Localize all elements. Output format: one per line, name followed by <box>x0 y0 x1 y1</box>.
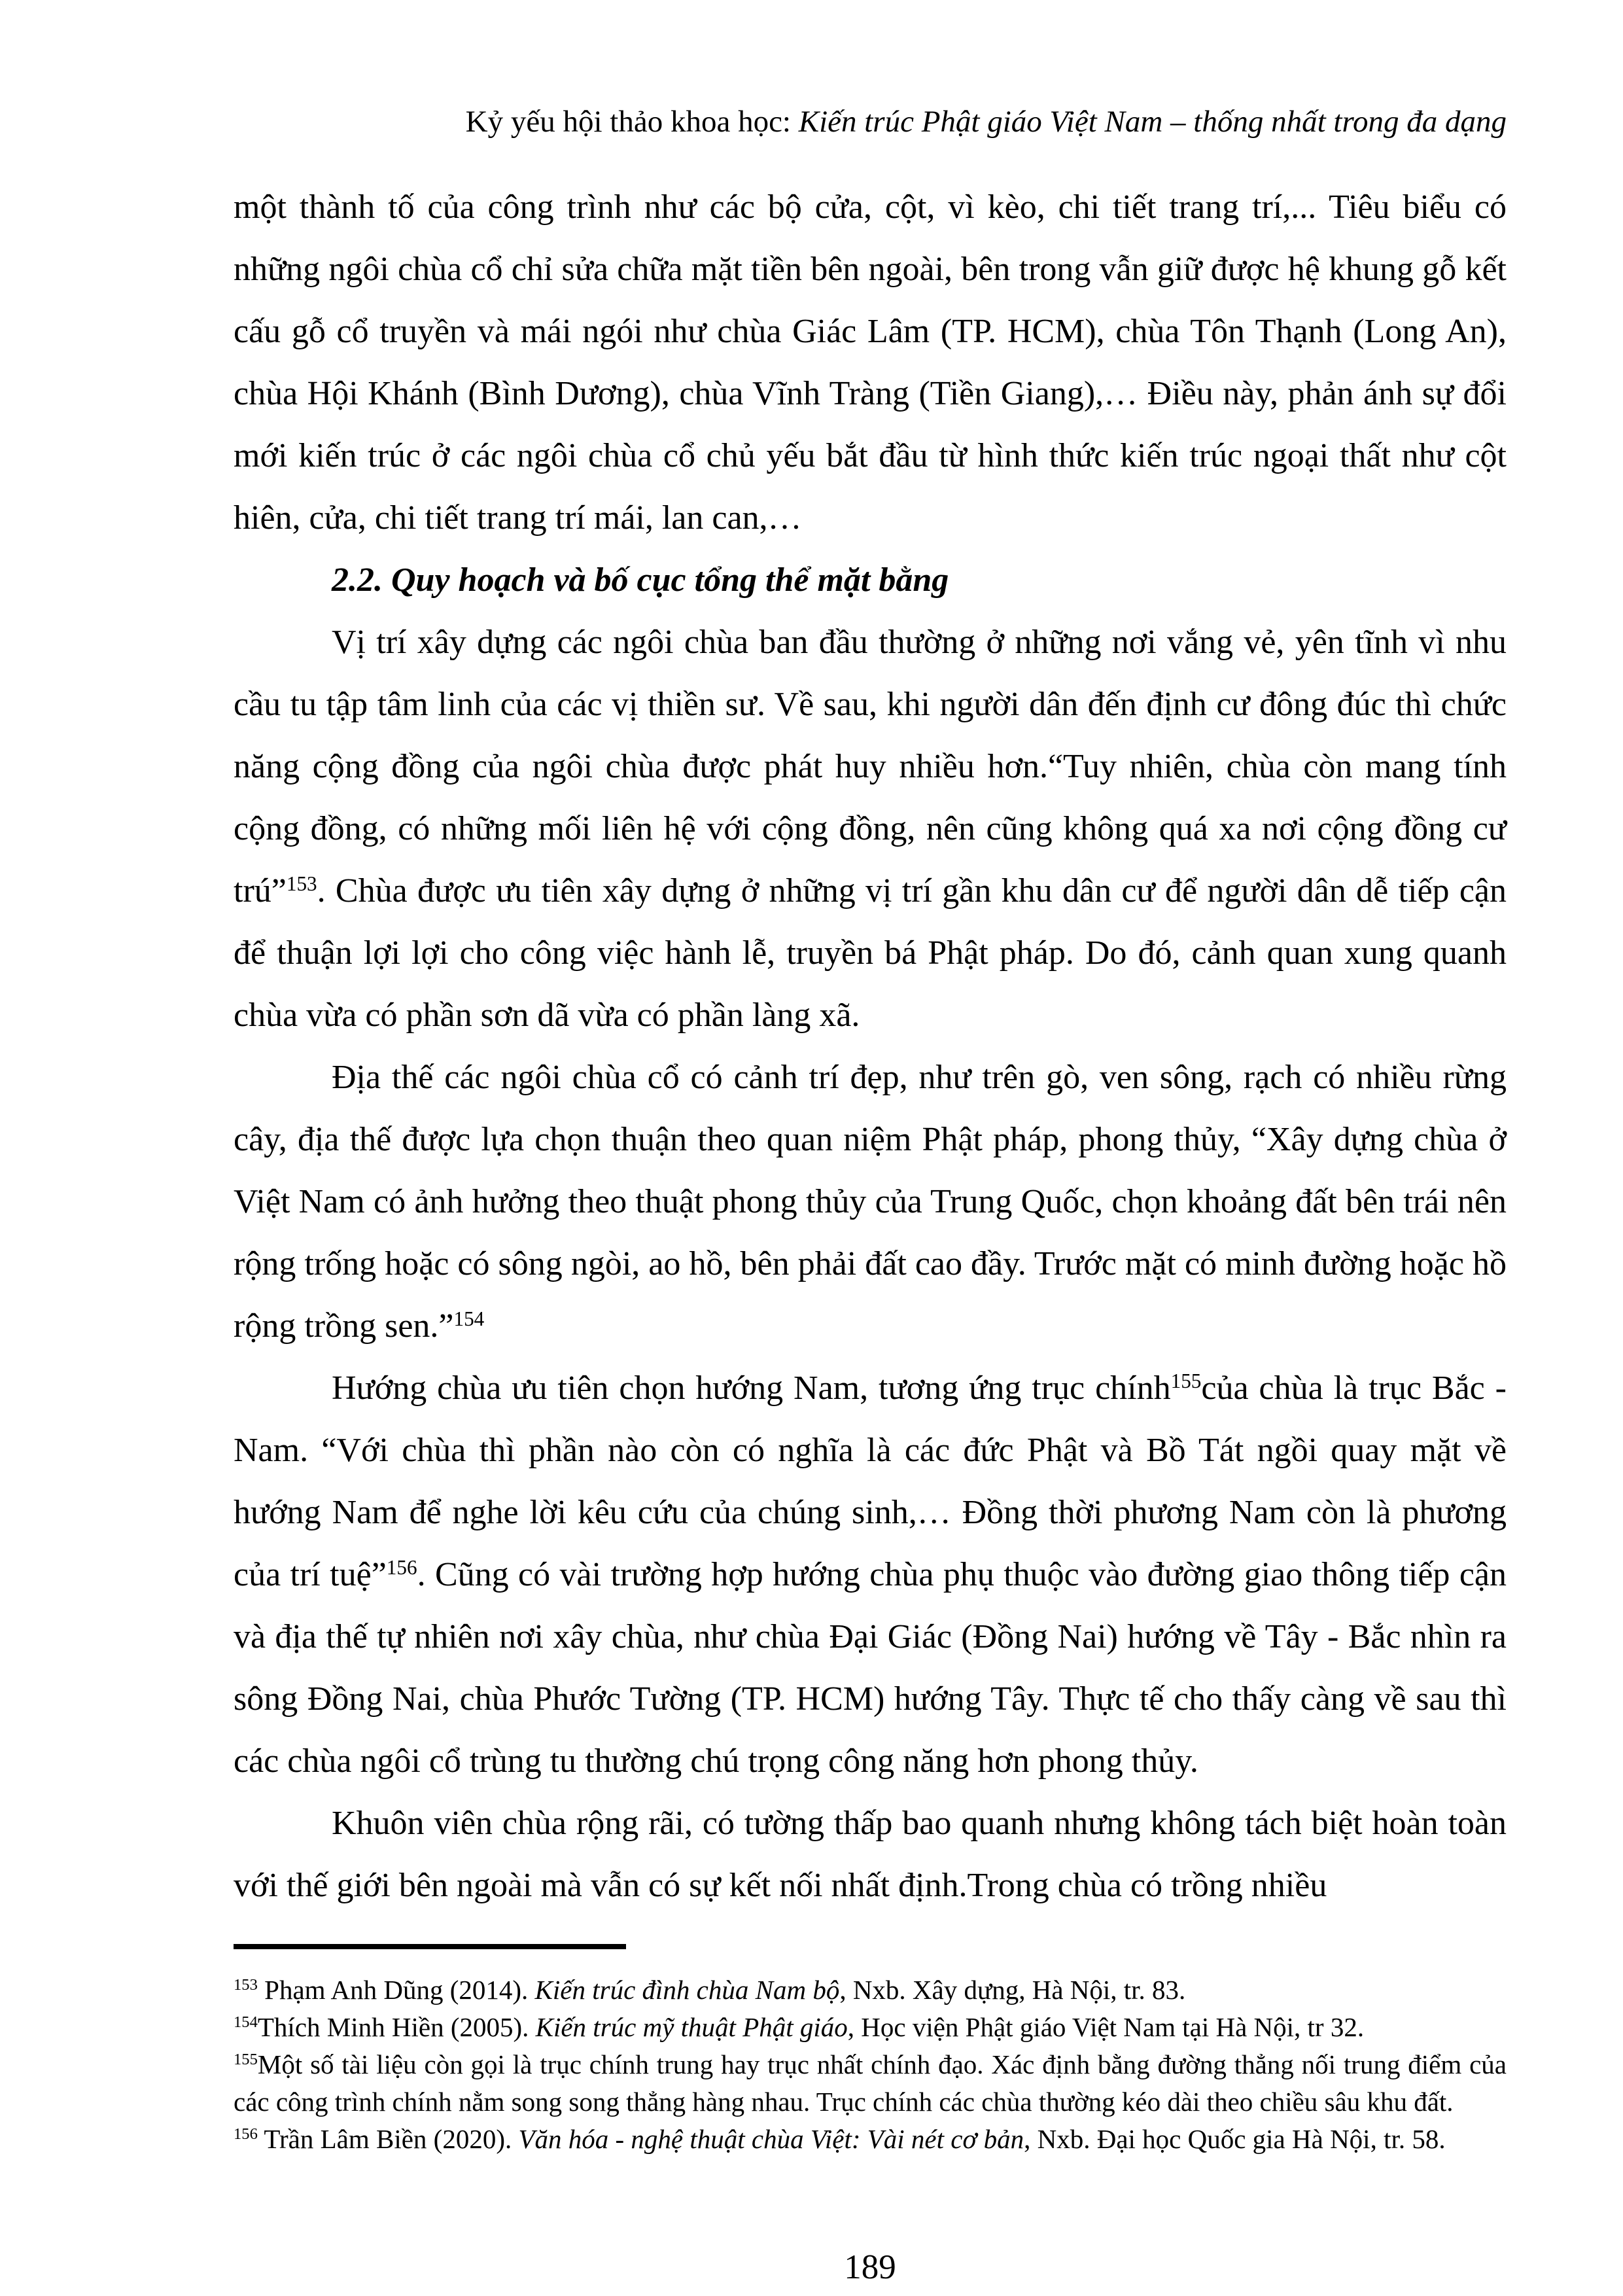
running-head: Kỷ yếu hội thảo khoa học: Kiến trúc Phật giáo Việt Nam – thống nhất trong đa dạng <box>465 105 1507 139</box>
paragraph-khuon-vien: Khuôn viên chùa rộng rãi, có tường thấp bao quanh nhưng không tách biệt hoàn toàn với thế giới bên ngoài mà vẫn có sự kết nối nhất định.Trong chùa có trồng nhiều <box>234 1805 1507 1904</box>
paragraph-continuation: một thành tố của công trình như các bộ cửa, cột, vì kèo, chi tiết trang trí,... Tiêu biểu có những ngôi chùa cổ chỉ sửa chữa mặt tiền bên ngoài, bên trong vẫn giữ được hệ khung gỗ kết cấu gỗ cổ truyền và mái ngói như chùa Giác Lâm (TP. HCM), chùa Tôn Thạnh (Long An), chùa Hội Khánh (Bình Dương), chùa Vĩnh Tràng (Tiền Giang),… Điều này, phản ánh sự đổi mới kiến trúc ở các ngôi chùa cổ chủ yếu bắt đầu từ hình thức kiến trúc ngoại thất như cột hiên, cửa, chi tiết trang trí mái, lan can,… <box>234 188 1507 537</box>
page-number: 189 <box>844 2248 896 2286</box>
paragraph-vi-tri: Vị trí xây dựng các ngôi chùa ban đầu thường ở những nơi vắng vẻ, yên tĩnh vì nhu cầu tu tập tâm linh của các vị thiền sư. Về sau, khi người dân đến định cư đông đúc thì chức năng cộng đồng của ngôi chùa được phát huy nhiều hơn.“Tuy nhiên, chùa còn mang tính cộng đồng, có những mối liên hệ với cộng đồng, nên cũng không quá xa nơi cộng đồng cư trú”$^{153}$. Chùa được ưu tiên xây dựng ở những vị trí gần khu dân cư để người dân dễ tiếp cận để thuận lợi lợi cho công việc hành lễ, truyền bá Phật pháp. Do đó, cảnh quan xung quanh chùa vừa có phần sơn dã vừa có phần làng xã. <box>234 624 1507 1034</box>
footnote-155: $^{155}$Một số tài liệu còn gọi là trục chính trung hay trục nhất chính đạo. Xác định bằng đường thẳng nối trung điểm của các công trình chính nằm song song thẳng hàng nhau. Trục chính các chùa thường kéo dài theo chiều sâu khu đất. <box>234 2049 1507 2117</box>
footnote-154: $^{154}$Thích Minh Hiền (2005). Kiến trúc mỹ thuật Phật giáo, Học viện Phật giáo Việt Nam tại Hà Nội, tr 32. <box>234 2012 1365 2042</box>
paragraph-dia-the: Địa thế các ngôi chùa cổ có cảnh trí đẹp, như trên gò, ven sông, rạch có nhiều rừng cây, địa thế được lựa chọn thuận theo quan niệm Phật pháp, phong thủy, “Xây dựng chùa ở Việt Nam có ảnh hưởng theo thuật phong thủy của Trung Quốc, chọn khoảng đất bên trái nên rộng trống hoặc có sông ngòi, ao hồ, bên phải đất cao đầy. Trước mặt có minh đường hoặc hồ rộng trồng sen.”$^{154}$ <box>234 1059 1507 1345</box>
footnote-156: $^{156}$ Trần Lâm Biền (2020). Văn hóa - nghệ thuật chùa Việt: Vài nét cơ bản, Nxb. Đại học Quốc gia Hà Nội, tr. 58. <box>234 2124 1446 2154</box>
footnote-153: $^{153}$ Phạm Anh Dũng (2014). Kiến trúc đình chùa Nam bộ, Nxb. Xây dựng, Hà Nội, tr. 83. <box>234 1975 1186 2005</box>
footnotes-section <box>234 1944 1507 2158</box>
section-heading: 2.2. Quy hoạch và bố cục tổng thể mặt bằng <box>332 561 949 599</box>
body-text <box>234 176 1507 1916</box>
footnote-separator <box>234 1944 626 1949</box>
paragraph-huong-chua: Hướng chùa ưu tiên chọn hướng Nam, tương ứng trục chính$^{155}$của chùa là trục Bắc -Nam. “Với chùa thì phần nào còn có nghĩa là các đức Phật và Bồ Tát ngồi quay mặt về hướng Nam để nghe lời kêu cứu của chúng sinh,… Đồng thời phương Nam còn là phương của trí tuệ”$^{156}$. Cũng có vài trường hợp hướng chùa phụ thuộc vào đường giao thông tiếp cận và địa thế tự nhiên nơi xây chùa, như chùa Đại Giác (Đồng Nai) hướng về Tây - Bắc nhìn ra sông Đồng Nai, chùa Phước Tường (TP. HCM) hướng Tây. Thực tế cho thấy càng về sau thì các chùa ngôi cổ trùng tu thường chú trọng công năng hơn phong thủy. <box>234 1369 1507 1780</box>
